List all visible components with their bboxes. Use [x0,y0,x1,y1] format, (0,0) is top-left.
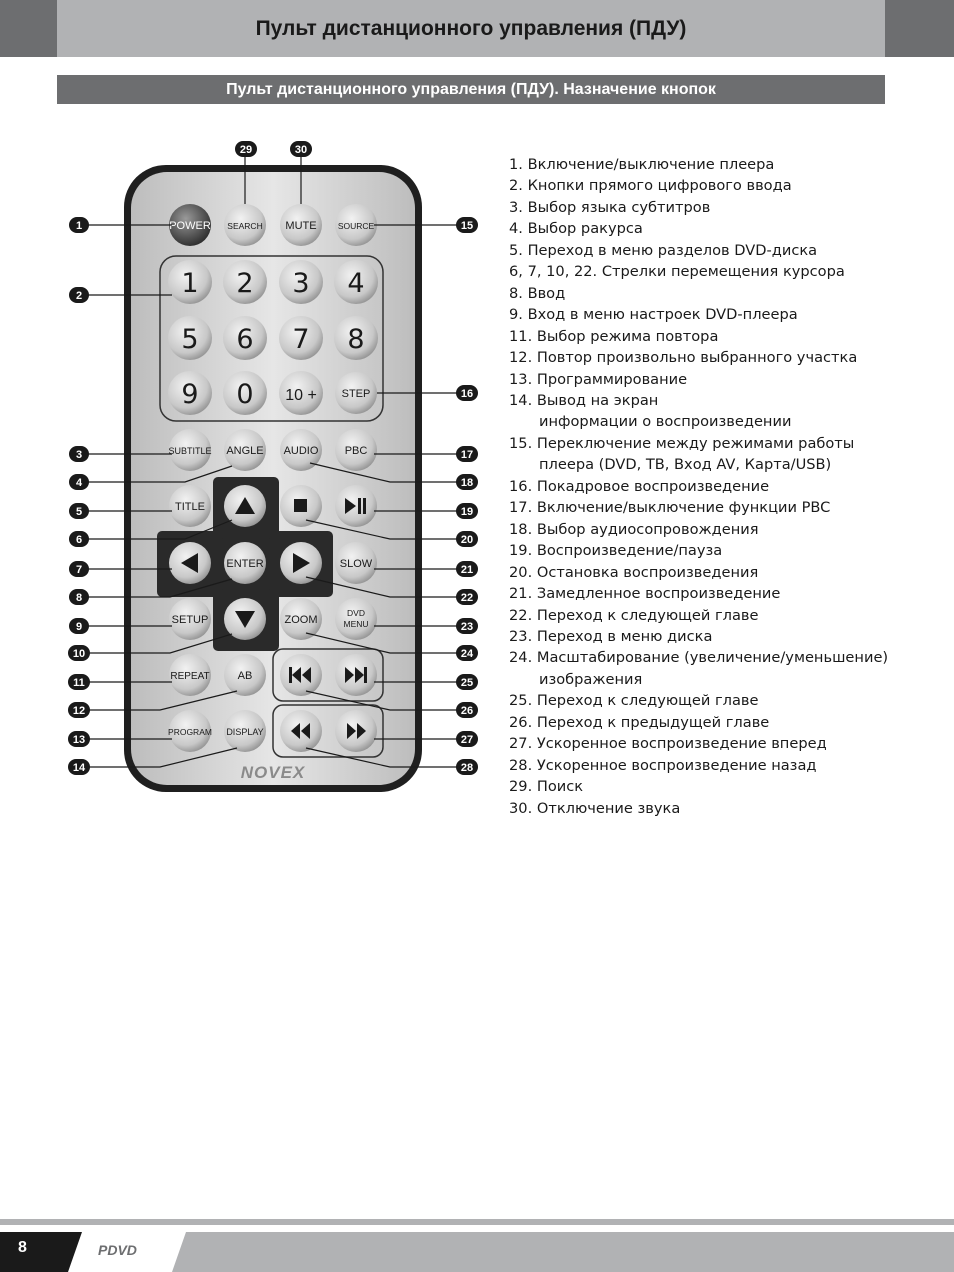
list-item: 24. Масштабирование (увеличение/уменьшение) [509,649,889,667]
audio-label: AUDIO [283,445,319,457]
zoom-button[interactable] [280,598,322,640]
slow-button[interactable] [335,542,377,584]
list-item: 5. Переход в меню разделов DVD-диска [509,241,818,259]
list-item: 18. Выбор аудиосопровождения [509,520,759,538]
svg-text:22: 22 [460,592,474,604]
ab-label: AB [237,670,253,682]
callout-6 [69,531,89,547]
digit-0-button[interactable] [223,371,267,415]
callout-10 [68,645,90,661]
repeat-label: REPEAT [170,671,210,682]
section-title: Пульт дистанционного управления (ПДУ). Назначение кнопок [226,80,716,98]
list-item-continuation: изображения [539,670,643,688]
list-item: 30. Отключение звука [509,799,681,817]
callout-5 [69,503,89,519]
list-item: 11. Выбор режима повтора [509,327,719,345]
fast-forward-button[interactable] [335,710,377,752]
svg-text:15: 15 [460,220,474,232]
digit-8-button[interactable] [334,316,378,360]
source-label: SOURCE [337,221,375,231]
callout-4 [69,474,89,490]
list-item: 2. Кнопки прямого цифрового ввода [509,177,792,195]
callout-3 [69,446,89,462]
step-label: STEP [341,388,371,400]
page-title: Пульт дистанционного управления (ПДУ) [255,16,687,40]
digit-0-label: 0 [236,379,254,410]
svg-text:9: 9 [75,621,83,633]
callout-14 [68,759,90,775]
brand-logo: NOVEX [240,763,306,782]
callout-11 [68,674,90,690]
product-name: PDVD [98,1242,137,1258]
callout-19 [456,503,478,519]
svg-text:28: 28 [460,762,474,774]
callout-18 [456,474,478,490]
list-item: 4. Выбор ракурса [509,220,643,238]
digit-3-label: 3 [292,268,310,299]
footer-rule [0,1219,954,1225]
program-label: PROGRAM [168,727,212,737]
search-button[interactable] [224,204,266,246]
list-item: 27. Ускоренное воспроизведение вперед [509,735,827,753]
enter-label: ENTER [226,558,264,570]
setup-button[interactable] [169,598,211,640]
callout-2 [69,287,89,303]
footer-page-tab [0,1232,82,1272]
svg-text:6: 6 [75,534,83,546]
play-pause-button[interactable] [335,485,377,527]
list-item: 17. Включение/выключение функции PBC [509,499,831,517]
svg-text:30: 30 [294,144,308,156]
callout-22 [456,589,478,605]
digit-4-button[interactable] [334,260,378,304]
svg-text:3: 3 [75,449,83,461]
list-item: 26. Переход к предыдущей главе [509,713,770,731]
digit-9-button[interactable] [168,371,212,415]
svg-text:1: 1 [75,220,83,232]
svg-text:21: 21 [460,564,474,576]
list-item: 23. Переход в меню диска [509,627,713,645]
callout-29 [235,141,257,157]
right-arrow-button[interactable] [280,542,322,584]
svg-text:12: 12 [72,705,86,717]
list-item: 1. Включение/выключение плеера [509,156,775,173]
rewind-button[interactable] [280,710,322,752]
list-item: 3. Выбор языка субтитров [509,198,711,216]
svg-text:14: 14 [72,762,86,774]
callout-12 [68,702,90,718]
digit-1-label: 1 [181,268,199,299]
svg-text:23: 23 [460,621,474,633]
svg-text:20: 20 [460,534,474,546]
previous-chapter-button[interactable] [280,654,322,696]
stop-button[interactable] [280,485,322,527]
list-item: 6, 7, 10, 22. Стрелки перемещения курсора [509,263,845,281]
digit-4-label: 4 [347,268,365,299]
list-item: 16. Покадровое воспроизведение [509,477,770,495]
svg-text:16: 16 [460,388,474,400]
list-item: 19. Воспроизведение/пауза [509,542,723,560]
svg-text:18: 18 [460,477,474,489]
ab-button[interactable] [224,654,266,696]
dvd-menu-label-bottom: MENU [343,619,369,629]
search-label: SEARCH [227,221,263,231]
title-label: TITLE [175,501,205,513]
digit-1-button[interactable] [168,260,212,304]
svg-text:10: 10 [72,648,86,660]
left-arrow-button[interactable] [169,542,211,584]
dvd-menu-label-top: DVD [347,608,365,618]
header-left-block [0,0,57,57]
list-item: 21. Замедленное воспроизведение [509,585,781,603]
stop-icon [294,499,307,512]
header-right-block [885,0,954,57]
dvd-menu-button[interactable] [335,598,377,640]
slow-label: SLOW [339,558,373,570]
mute-label: MUTE [285,220,317,232]
remote-control-illustration [60,130,490,800]
callout-20 [456,531,478,547]
callout-25 [456,674,478,690]
list-item: 28. Ускоренное воспроизведение назад [509,756,817,774]
down-arrow-button[interactable] [224,598,266,640]
callout-27 [456,731,478,747]
source-button[interactable] [335,204,377,246]
callout-28 [456,759,478,775]
svg-text:2: 2 [75,290,83,302]
digit-2-label: 2 [236,268,254,299]
list-item: 12. Повтор произвольно выбранного участка [509,349,858,367]
svg-text:25: 25 [460,677,474,689]
svg-text:7: 7 [75,564,83,576]
callout-1 [69,217,89,233]
callout-7 [69,561,89,577]
zoom-label: ZOOM [284,614,318,626]
callout-15 [456,217,478,233]
power-button[interactable] [169,204,211,246]
footer-band [0,1232,954,1272]
svg-text:17: 17 [460,449,474,461]
svg-text:4: 4 [75,477,83,489]
callout-21 [456,561,478,577]
list-item-continuation: плеера (DVD, ТВ, Вход AV, Карта/USB) [539,456,832,474]
svg-text:29: 29 [239,144,253,156]
svg-text:5: 5 [75,506,83,518]
digit-6-label: 6 [236,324,254,355]
pbc-label: PBC [344,445,368,457]
list-item: 13. Программирование [509,370,688,388]
list-item: 9. Вход в меню настроек DVD-плеера [509,306,798,324]
digit-8-label: 8 [347,324,365,355]
digit-3-button[interactable] [279,260,323,304]
digit-5-button[interactable] [168,316,212,360]
digit-10plus-label: 10 + [285,387,317,404]
list-item: 20. Остановка воспроизведения [509,563,759,581]
list-item: 25. Переход к следующей главе [509,692,759,710]
button-descriptions-list [509,154,929,819]
callout-8 [69,589,89,605]
repeat-button[interactable] [169,654,211,696]
list-item: 14. Вывод на экран [509,391,659,409]
callout-30 [290,141,312,157]
callout-16 [456,385,478,401]
display-label: DISPLAY [226,727,264,737]
next-chapter-button[interactable] [335,654,377,696]
callout-24 [456,645,478,661]
svg-text:27: 27 [460,734,474,746]
digit-2-button[interactable] [223,260,267,304]
svg-text:19: 19 [460,506,474,518]
list-item: 8. Ввод [509,284,566,302]
power-label: POWER [169,220,211,232]
angle-label: ANGLE [226,445,264,457]
step-button[interactable] [335,372,377,414]
footer-gray-bar [172,1232,954,1272]
callout-23 [456,618,478,634]
pbc-button[interactable] [335,429,377,471]
mute-button[interactable] [280,204,322,246]
callout-13 [68,731,90,747]
svg-text:24: 24 [460,648,474,660]
subtitle-label: SUBTITLE [168,446,212,456]
section-header [57,75,885,104]
digit-7-button[interactable] [279,316,323,360]
svg-text:13: 13 [72,734,86,746]
svg-text:26: 26 [460,705,474,717]
list-item: 22. Переход к следующей главе [509,606,759,624]
callout-9 [69,618,89,634]
digit-9-label: 9 [181,379,199,410]
svg-text:11: 11 [73,677,85,689]
digit-6-button[interactable] [223,316,267,360]
page-number: 8 [18,1239,27,1256]
angle-button[interactable] [224,429,266,471]
list-item-continuation: информации о воспроизведении [539,413,792,431]
list-item: 15. Переключение между режимами работы [509,434,855,452]
digit-7-label: 7 [292,324,310,355]
svg-text:8: 8 [75,592,83,604]
setup-label: SETUP [171,614,209,626]
header-bar [57,0,885,57]
digit-10plus-button[interactable] [279,371,323,415]
callout-17 [456,446,478,462]
display-button[interactable] [224,710,266,752]
title-button[interactable] [169,485,211,527]
list-item: 29. Поиск [509,778,584,796]
enter-button[interactable] [224,542,266,584]
callout-26 [456,702,478,718]
digit-5-label: 5 [181,324,199,355]
